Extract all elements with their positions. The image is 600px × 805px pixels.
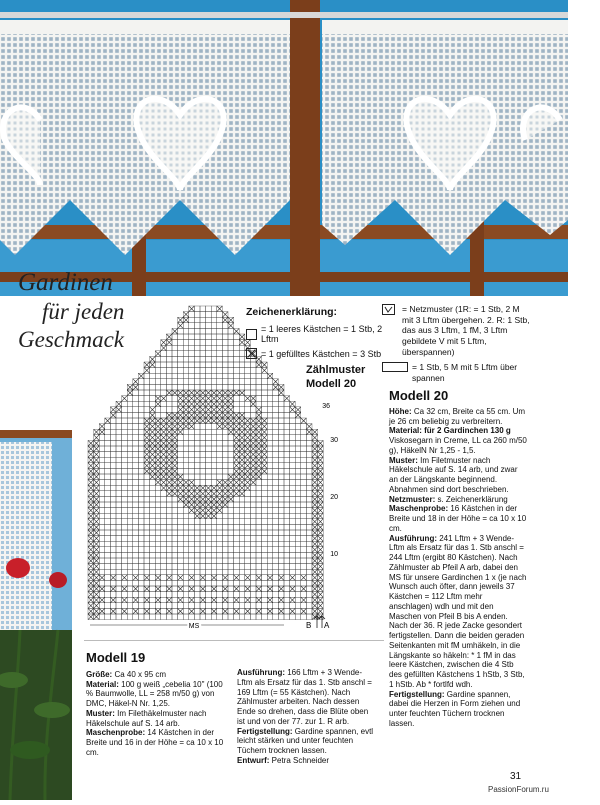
text-netzmuster: s. Zeichenerklärung: [437, 494, 508, 504]
row-label-10: 10: [330, 551, 338, 558]
modell-20-title: Modell 20: [389, 388, 449, 403]
text-fertigstellung: Gardine spannen, dabei die Herzen in Form ziehen und unter feuchten Tüchern trocknen lassen.: [389, 689, 521, 728]
label-fertigstellung-19: Fertigstellung:: [237, 726, 293, 736]
symbol-legend-2: [382, 304, 532, 388]
site-footer: PassionForum.ru: [488, 785, 549, 794]
label-hoehe: Höhe:: [389, 406, 412, 416]
pattern-label: [306, 364, 365, 392]
headline-line-1: Gardinen: [18, 269, 113, 296]
net-symbol-icon: [382, 304, 402, 357]
empty-box-icon: [246, 329, 257, 340]
label-material-19: Material:: [86, 679, 119, 689]
label-muster: Muster:: [389, 455, 418, 465]
text-material: Viskosegarn in Creme, LL ca 260 m/50 g), HäkelN Nr 1,25 - 1,5.: [389, 436, 527, 455]
text-muster-19: Im Filethäkelmuster nach Häkelschule auf S. 14 arb.: [86, 708, 207, 728]
legend-title: Zeichenerklärung:: [246, 306, 338, 318]
symbol-legend: [246, 306, 386, 363]
label-maschenprobe: Maschenprobe:: [389, 504, 449, 514]
text-hoehe: Ca 32 cm, Breite ca 55 cm. Um je 26 cm beliebig zu verbreitern.: [389, 406, 526, 426]
pattern-label-l2: Modell 20: [306, 377, 357, 390]
rose-curtain-photo: [0, 430, 72, 800]
arrow-a-label: A: [324, 621, 330, 630]
text-fertigstellung-19: Gardine spannen, evtl leicht stärken und unter feuchten Tüchern trocknen lassen.: [237, 726, 374, 755]
modell-20-instructions: [389, 388, 527, 729]
filled-box-icon: [246, 348, 257, 359]
legend-chain: [382, 362, 532, 383]
pattern-label-l1: Zählmuster: [306, 364, 366, 376]
modell-19-title: Modell 19: [86, 650, 146, 665]
modell-19-instructions: [86, 650, 232, 758]
label-netzmuster: Netzmuster:: [389, 494, 436, 504]
label-material: Material: für 2 Gardinchen 130 g: [389, 426, 511, 436]
text-material-19: 100 g weiß „cebelia 10" (100 % Baumwolle, LL = 258 m/50 g) von DMC, Häkel-N Nr. 1,25.: [86, 679, 223, 709]
headline-line-2: für jeden: [42, 299, 125, 324]
row-label-36: 36: [322, 403, 330, 410]
text-groesse: Ca 40 x 95 cm: [114, 669, 167, 679]
label-groesse: Größe:: [86, 669, 113, 679]
text-maschenprobe-19: 14 Kästchen in der Breite und 16 in der Höhe = ca 10 x 10 cm.: [86, 728, 224, 757]
label-fertigstellung: Fertigstellung:: [389, 689, 445, 699]
label-entwurf: Entwurf:: [237, 755, 270, 765]
legend-chain-text: = 1 Stb, 5 M mit 5 Lftm über spannen: [412, 362, 518, 383]
arrow-b-label: B: [306, 621, 312, 630]
label-ausfuehrung-19: Ausführung:: [237, 668, 285, 677]
legend-net-text: = Netzmuster (1R: = 1 Stb, 2 M mit 3 Lftm übergehen. 2. R: 1 Stb, das aus 3 Lftm, 1 fM, 3 Lftm gebildete V mit 5 Lftm, überspannen): [402, 304, 530, 357]
row-label-30: 30: [330, 437, 338, 444]
legend-row-filled: [246, 348, 386, 359]
label-muster-19: Muster:: [86, 708, 115, 718]
row-label-20: 20: [330, 494, 338, 501]
modell-19-instructions-col2: [237, 668, 377, 766]
legend-empty-text: = 1 leeres Kästchen = 1 Stb, 2 Lftm: [261, 324, 383, 344]
text-entwurf: Petra Schneider: [271, 755, 330, 765]
label-ausfuehrung: Ausführung:: [389, 533, 437, 543]
ms-label: MS: [188, 623, 200, 630]
arrow-b-icon: [314, 616, 320, 628]
curtain-photo: [0, 0, 568, 296]
text-ausfuehrung-19: 166 Lftm + 3 Wende-Lftm als Ersatz für das 1. Stb anschl = 169 Lftm (= 55 Kästchen). Nach Zählmuster arbeiten. Nach dessen Ende so drehen, dass die Blüte oben ist und von der 77. zur 1. R arb.: [237, 668, 372, 726]
label-maschenprobe-19: Maschenprobe:: [86, 728, 146, 738]
text-maschenprobe: 16 Kästchen in der Breite und 18 in der Höhe = ca 10 x 10 cm.: [389, 504, 527, 533]
legend-net: [382, 304, 532, 357]
section-divider: [84, 640, 384, 641]
legend-filled-text: = 1 gefülltes Kästchen = 3 Stb: [261, 348, 382, 359]
page-number: 31: [510, 771, 522, 782]
legend-row-empty: [246, 324, 386, 344]
text-muster: Im Filetmuster nach Häkelschule auf S. 14 arb, und zwar an der Längskante beginnend. Abnahmen sind dort beschrieben.: [389, 455, 518, 494]
text-ausfuehrung: 241 Lftm + 3 Wende-Lftm als Ersatz für das 1. Stb anschl = 244 Lftm (ergibt 80 Kästchen). Nach Zählmuster ab Pfeil A arb, dabei den MS für unsere Gardinchen 1 x (je nach Wunsch auch öfter, dann jeweils 37 Kästchen = 112 Lftm mehr anschlagen) wdh und mit den Maschen von Pfeil B bis A enden. Nach der 36. R jede Zacke gesondert fertigstellen. Dann die beiden geraden Seitenkanten mit fM umhäkeln, in die Längskante so häkeln: * 1 fM in das leere Kästchen, zwischen die 4 Stb des gefüllten Kästchens 1 hStb, 3 Stb, 1 hStb. Ab * fortlfd wdh.: [389, 533, 527, 689]
chain-box-icon: [382, 362, 408, 372]
headline-line-3: Geschmack: [18, 327, 125, 352]
